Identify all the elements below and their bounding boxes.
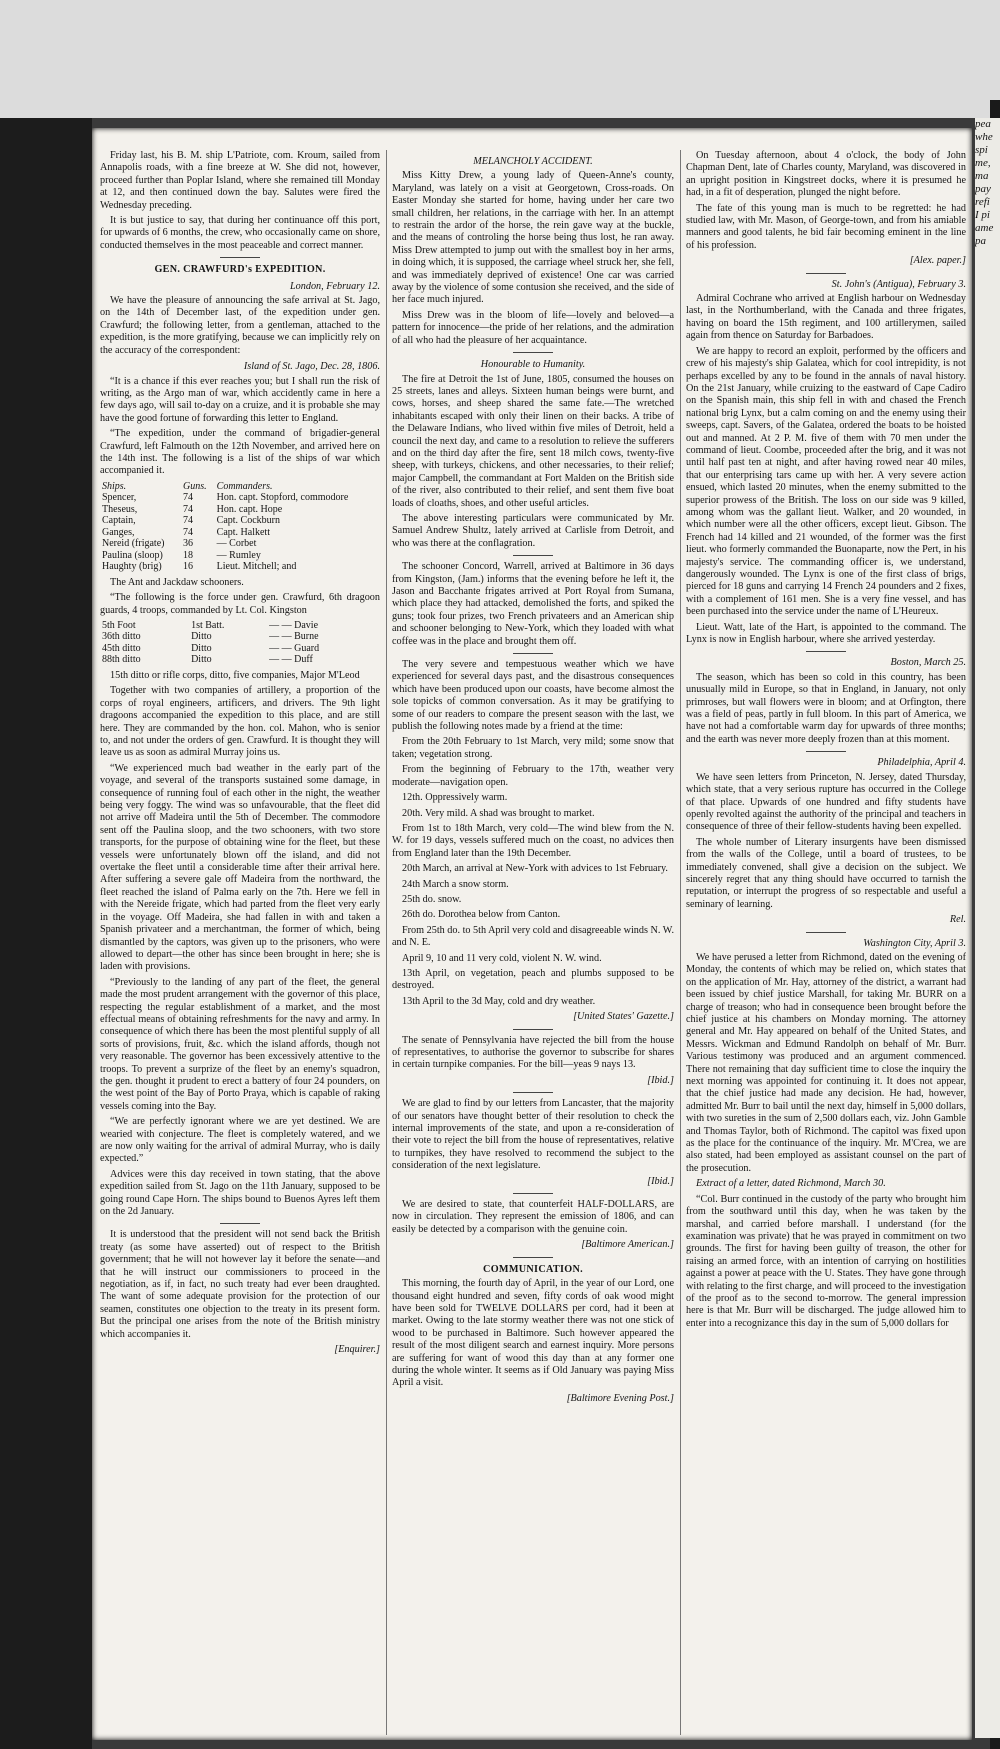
- ship-name: Paulina (sloop): [102, 549, 163, 561]
- separator: [220, 257, 260, 258]
- table-row: [100, 504, 380, 516]
- separator: [513, 653, 553, 654]
- source-credit: [Alex. paper.]: [909, 255, 966, 267]
- adjacent-fragment: whe: [975, 131, 993, 143]
- article-paragraph: Lieut. Watt, late of the Hart, is appointed to the command. The Lynx is now in English harbour, where she arrived yesterday.: [686, 621, 966, 646]
- article-paragraph: “The following is the force under gen. Crawfurd, 6th dragoon guards, 4 troops, commanded by Lt. Col. Kingston: [100, 592, 380, 616]
- article-paragraph: We are desired to state, that counterfeit HALF-DOLLARS, are now in circulation. They represent the emission of 1806, and can easily be detected by a comparison with the genuine coin.: [392, 1199, 674, 1235]
- letter-heading: Island of St. Jago, Dec. 28, 1806.: [243, 361, 380, 373]
- ship-commander: Capt. Halkett: [216, 526, 270, 538]
- regiment-battalion: Ditto: [191, 654, 212, 666]
- ship-commander: Hon. capt. Hope: [216, 503, 283, 515]
- weather-note: From 25th do. to 5th April very cold and disagreeable winds N. W. and N. E.: [392, 924, 674, 949]
- article-paragraph: The senate of Pennsylvania have rejected the bill from the house of representatives, to authorise the governor to subscribe for shares in certain turnpike companies. For the bill—yeas 9 nays 13.: [392, 1034, 674, 1071]
- weather-note: 13th April, on vegetation, peach and plumbs supposed to be destroyed.: [392, 967, 674, 992]
- article-paragraph: This morning, the fourth day of April, in the year of our Lord, one thousand eight hundred and seven, fifty cords of oak wood might have been sold for TWELVE DOLLARS per cord, had it been at market. Owing to the late stormy weather there was not one stick of wood to be purchased in Baltimore. Such however appeared the result of the most diligent search and earnest inquiry. More persons are suffering for want of wood this day than at any former one during the whole winter. It seems as if Old January was paying Miss April a visit.: [392, 1278, 674, 1389]
- separator: [513, 1029, 553, 1030]
- source-credit: [Baltimore Evening Post.]: [566, 1392, 674, 1404]
- weather-note: From 1st to 18th March, very cold—The wind blew from the N. W. for 19 days, vessels suffered much on the coast, no advices then from England later than the 19th December.: [392, 822, 674, 859]
- source-credit: [Ibid.]: [647, 1074, 674, 1086]
- column-rule-1: [386, 150, 387, 1735]
- table-row: [100, 527, 380, 539]
- ship-name: Spencer,: [102, 492, 137, 504]
- article-paragraph: “It is a chance if this ever reaches you; but I shall run the risk of writing, as the Argo man of war, which accidently came in here a few days ago, will sail to-day on a cruize, and it is probable she may have the good fortune of forwarding this letter to England.: [100, 375, 380, 424]
- newspaper-page: [92, 128, 972, 1740]
- ship-commander: Hon. capt. Stopford, commodore: [216, 492, 349, 504]
- adjacent-fragment: spi: [975, 144, 988, 156]
- source-credit: [Enquirer.]: [334, 1344, 380, 1356]
- column-3: [686, 150, 966, 1735]
- column-rule-2: [680, 150, 681, 1735]
- article-paragraph: 15th ditto or rifle corps, ditto, five companies, Major M'Leod: [110, 669, 360, 681]
- regiment-name: 45th ditto: [102, 642, 141, 654]
- separator: [806, 651, 846, 652]
- adjacent-fragment: pay: [975, 183, 991, 195]
- article-paragraph: Together with two companies of artillery, a proportion of the corps of royal engineers, artificers, and drivers. The 9th light dragoons accompanied the expedition to this place, and are still here. They are commanded by the hon. col. Mahon, who is senior to, and not under the orders of gen. Crawfurd. It is thought they will leave us as soon as admiral Murray joins us.: [100, 685, 380, 759]
- scanner-background-top: [0, 0, 1000, 118]
- article-paragraph: Advices were this day received in town stating, that the above expedition sailed from St. Jago on the 11th January, supposed to be going round Cape Horn. The ships bound to Buenos Ayres left them on the 2d January.: [100, 1168, 380, 1218]
- weather-note: 26th do. Dorothea below from Canton.: [402, 909, 561, 921]
- ship-name: Ganges,: [102, 526, 135, 538]
- table-row: [100, 643, 380, 655]
- article-paragraph: We are happy to record an exploit, performed by the officers and crew of his majesty's ship Galatea, which for cool intrepidity, is not perhaps excelled by any to be found in the annals of naval history. On the 21st January, while cruizing to the eastward of Cape Cadiro on the Spanish main, this ship fell in with and chased the French national brig Lynx, but a calm coming on and the enemy using their sweeps, capt. Savers, of the Galatea, ordered the boats to be hoisted out and manned. At 2 P. M. five of them with 70 men under the command of lieut. Coombe, proceeded after the brig, and it was not until half past ten at night, and after having rowed near 40 miles, that our enterprising tars came up with her. A very severe action ensued, which lasted 20 minutes, when the enemy submitted to the superior prowess of the British. The loss on our side was 9 killed, among whom was the gallant lieut. Walker, and 20 wounded, in which number were all the other officers, except lieut. Gibson. The French had 14 killed and 21 wounded, of the former was the first lieut. who formerly commanded the Buonaparte, now the Pert, in his majesty's service. The commanding officer is, we understand, dangerously wounded. The Lynx is one of the first class of brigs, pierced for 18 guns and carrying 14 French 24 pounders and 2 fixes, with a complement of 161 men. She is a very fine vessel, and has been purchased into the service under the name of L'Heureux.: [686, 345, 966, 618]
- article-paragraph: “Col. Burr continued in the custody of the party who brought him from the southward until this day, when he was taken by the marshal, and carried before marshall. I understand (for the examination was private) that he was prayed in commitment on two grounds. The first for having been guilty of treason, the other for raising an armed force, with an intention of carrying on hostilities against a power at peace with the U. States. They have gone through with relating to the first charge, and will proceed to the investigation of the proof as to the second to-morrow. The general impression here is that Mr. Burr will be discharged. The judge allowed him to enter into a recognizance this day in the sum of 5,000 dollars for: [686, 1193, 966, 1329]
- separator: [513, 555, 553, 556]
- table-row: [100, 654, 380, 666]
- ships-table: [100, 481, 380, 573]
- regiment-name: 88th ditto: [102, 654, 141, 666]
- article-paragraph: The season, which has been so cold in this country, has been unusually mild in Europe, so that in England, in January, not only primroses, but wall flowers were in bloom; and at Orfington, there was a field of peas, partly in full bloom. In this part of America, we have not had a comfortable warm day for upwards of three months; and the earth was never more deeply frozen than at this moment.: [686, 671, 966, 745]
- article-paragraph: It is understood that the president will not send back the British treaty (as some have asserted) out of respect to the British government; that he will not however lay it before the senate—and that he will instruct our commissioners to proceed in the negotiation, as if, in fact, no such treaty had ever been draughted. The want of some adequate provision for the protection of our seamen, constitutes one objection to the treaty in its present form. But the principal one arises from the note of the British ministry which accompanies it.: [100, 1229, 380, 1340]
- article-paragraph: We have the pleasure of announcing the safe arrival at St. Jago, on the 14th of December last, of the expedition under gen. Crawfurd; the following letter, from a gentleman, attached to the expedition, is the more gratifying, because we can implicitly rely on the accuracy of the correspondent:: [100, 295, 380, 356]
- dateline-london: London, February 12.: [290, 280, 380, 292]
- dateline-boston: Boston, March 25.: [890, 657, 966, 669]
- adjacent-fragment: I pi: [975, 209, 990, 221]
- regiments-table: [100, 620, 380, 666]
- separator: [806, 751, 846, 752]
- weather-note: 20th. Very mild. A shad was brought to market.: [402, 807, 595, 819]
- headline-expedition: GEN. CRAWFURD's EXPEDITION.: [154, 264, 326, 276]
- article-paragraph: “Previously to the landing of any part of the fleet, the general made the most prudent arrangement with the governor of this place, respecting the regular establishment of a market, and the most effectual means of obtaining refreshments for the navy and army. In consequence of which there has been the most plentiful supply of all sorts of provisions, fruit, &c. which the island affords, though not very reasonable. The governor has been excessively attentive to the troops. To prevent a surprize of the fleet by an enemy's squadron, the gen. thought it prudent to erect a battery of four 24 pounders, on the west point of the Bay of Porto Praya, which is capable of raking vessels coming into the Bay.: [100, 976, 380, 1112]
- letter-extract-heading: Extract of a letter, dated Richmond, March 30.: [696, 1178, 886, 1190]
- weather-note: 12th. Oppressively warm.: [402, 792, 508, 804]
- regiment-commander: — — Guard: [269, 642, 320, 654]
- separator: [806, 932, 846, 933]
- ship-guns: 18: [183, 549, 193, 561]
- regiment-battalion: 1st Batt.: [191, 619, 225, 631]
- ship-name: Captain,: [102, 515, 136, 527]
- weather-note: 25th do. snow.: [402, 893, 462, 905]
- weather-note: 20th March, an arrival at New-York with advices to 1st February.: [402, 863, 668, 875]
- article-paragraph: The fire at Detroit the 1st of June, 1805, consumed the houses on 25 streets, lanes and alleys. Sixteen human beings were burnt, and cows, horses, and sheep shared the same fate.—The wretched inhabitants escaped with only their linen on their backs. A tribe of the Delaware Indians, who lived within five miles of Detroit, held a council the next day, and came to a resolution to relieve the sufferers and on the third day after the fire, sent 18 milch cows, twenty-five sheep, with turkeys, chickens, and other necessaries, to their relief; major Campbell, the commandant at Fort Malden on the British side of the river, also contributed to their relief, and sent them five boat loads of cloaths, shoes, and other useful articles.: [392, 373, 674, 509]
- source-credit: [Ibid.]: [647, 1175, 674, 1187]
- separator: [806, 273, 846, 274]
- dateline-philadelphia: Philadelphia, April 4.: [877, 757, 966, 769]
- headline-humanity: Honourable to Humanity.: [480, 359, 586, 371]
- ship-commander: — Rumley: [216, 549, 261, 561]
- adjacent-fragment: pea: [975, 118, 991, 130]
- regiment-commander: — — Davie: [269, 619, 319, 631]
- regiment-name: 5th Foot: [102, 619, 136, 631]
- adjacent-fragment: pa: [975, 235, 986, 247]
- ship-commander: Capt. Cockburn: [216, 515, 280, 527]
- article-paragraph: We have seen letters from Princeton, N. Jersey, dated Thursday, which state, that a very serious rupture has occurred in the College of that place. Upwards of one hundred and fifty students have openly revolted against the authority of the principal and teachers in consequence of three of their fellow-students having been expelled.: [686, 771, 966, 833]
- regiment-commander: — — Burne: [269, 631, 319, 643]
- ship-name: Theseus,: [102, 503, 138, 515]
- ships-header-ships: Ships.: [102, 480, 127, 492]
- ship-guns: 36: [183, 538, 193, 550]
- article-paragraph: On Tuesday afternoon, about 4 o'clock, the body of John Chapman Dent, late of Charles county, Maryland, was discovered in an upright position in Kingstreet docks, where it is presumed he had, in a fit of desperation, plunged the night before.: [686, 150, 966, 199]
- article-paragraph: The above interesting particulars were communicated by Mr. Samuel Andrew Shultz, lately arrived at Carlisle from Detroit, and who was there at the conflagration.: [392, 512, 674, 549]
- intro-paragraph: Friday last, his B. M. ship L'Patriote, com. Kroum, sailed from Annapolis roads, with a fine breeze at W. She did not, however, proceed further than Poplar Island, where she remained till Monday at 12, and then continued down the bay. Salutes were fired the Wednesday preceding.: [100, 150, 380, 211]
- ship-commander: Lieut. Mitchell; and: [216, 561, 297, 573]
- adjacent-fragment: ame: [975, 222, 994, 234]
- regiment-commander: — — Duff: [269, 654, 313, 666]
- article-paragraph: The schooner Concord, Warrell, arrived at Baltimore in 36 days from Kingston, (Jam.) informs that the evening before he left it, the Jason and Bacchante frigates arrived at Port Royal from Sumana, which place they had attacked, demolished the forts, and spiked the guns; took four prizes, two French privateers and an American ship and schooner belonging to New-York, which they loaded with what coffee was in the place and brought them off.: [392, 561, 674, 647]
- regiment-battalion: Ditto: [191, 631, 212, 643]
- ship-guns: 16: [183, 561, 193, 573]
- table-row: [100, 550, 380, 562]
- ship-name: Haughty (brig): [102, 561, 162, 573]
- dateline-washington: Washington City, April 3.: [863, 937, 966, 949]
- column-2: [392, 150, 674, 1735]
- weather-note: 13th April to the 3d May, cold and dry weather.: [402, 995, 596, 1007]
- table-row: [100, 620, 380, 632]
- article-paragraph: The fate of this young man is much to be regretted: he had studied law, with Mr. Mason, of George-town, and from his amiable manners and good talents, he bid fair becoming eminent in the line of his profession.: [686, 202, 966, 251]
- table-row: [100, 538, 380, 550]
- ship-guns: 74: [183, 515, 193, 527]
- weather-note: From the 20th February to 1st March, very mild; some snow that taken; vegetation strong.: [392, 736, 674, 760]
- article-paragraph: The Ant and Jackdaw schooners.: [110, 576, 244, 588]
- article-paragraph: We are glad to find by our letters from Lancaster, that the majority of our senators have thought better of their resolution to check the internal improvements of the state, and upon a re-consideration of their vote to reject the bill from the house of representatives, relative to turnpikes, they have resolved to recommend the subject to the consideration of the next legislature.: [392, 1098, 674, 1172]
- weather-note: From the beginning of February to the 17th, weather very moderate—navigation open.: [392, 764, 674, 788]
- separator: [513, 1092, 553, 1093]
- intro-paragraph-2: It is but justice to say, that during her continuance off this port, for upwards of 6 months, the crew, who occasionally came on shore, conducted themselves in the most peaceable and correct manner.: [100, 215, 380, 251]
- separator: [220, 1223, 260, 1224]
- article-paragraph: Admiral Cochrane who arrived at English harbour on Wednesday last, in the Northumberland, with the Canada and three frigates, having on board the 15th regiment, and 100 artillerymen, sailed again from thence on Saturday for Barbadoes.: [686, 293, 966, 342]
- ship-guns: 74: [183, 526, 193, 538]
- scanner-background-left: [0, 118, 92, 1749]
- article-paragraph: Miss Drew was in the bloom of life—lovely and beloved—a pattern for innocence—the pride of her relations, and the admiration of all who had the pleasure of her acquaintance.: [392, 309, 674, 346]
- headline-communication: COMMUNICATION.: [483, 1263, 583, 1275]
- article-paragraph: Miss Kitty Drew, a young lady of Queen-Anne's county, Maryland, was lately on a visit at Georgetown, Cross-roads. On Easter Monday she started for home, having under her care two small children, her relations, in the carriage with her. In an attempt to restrain the ardor of the horse, the rein gave way at the buckle, and the means of controling the horse being thus lost, he ran away. Miss Drew attempted to jump out with the smallest boy in her arms, in doing which, it is supposed, the carriage wheel struck her, she fell, and was immediately deprived of existence! One car was carried away by the violence of some contusion she received, and the side of her face much injured.: [392, 170, 674, 306]
- regiment-name: 36th ditto: [102, 631, 141, 643]
- article-paragraph: “We are perfectly ignorant where we are yet destined. We are wearied with conjecture. The fleet is completely watered, and we are now only waiting for the arrival of admiral Murray, who is daily expected.”: [100, 1116, 380, 1165]
- article-paragraph: “We experienced much bad weather in the early part of the voyage, and several of the transports sustained some damage, in consequence of running foul of each other in the night, the weather being very foggy. The wind was so unfavourable, that the fleet did not arrive off Madeira until the 5th of December. The commodore sent off the Paulina sloop, and the two schooners, with two store transports, for the purpose of obtaining wine for the fleet, but these vessels were unfortunately blown off the island, and did not overtake the fleet until a considerable time after their arrival here. After suffering a severe gale off Madeira from the northward, the fleet reached the island of Palma early on the 7th. Here we fell in with the Nereide frigate, which had parted from the fleet very early in the voyage. Off Madeira, she had fallen in with and taken a Spanish privateer and a merchantman, the former of which, being dismantled by the captors, was given up to the prisoners, who were allowed to depart—the other has since been brought in here; she is laden with provisions.: [100, 762, 380, 973]
- table-row: [100, 631, 380, 643]
- dateline-antigua: St. John's (Antigua), February 3.: [831, 278, 966, 290]
- table-row: [100, 561, 380, 573]
- ship-name: Nereid (frigate): [102, 538, 165, 550]
- article-paragraph: The very severe and tempestuous weather which we have experienced for several days past, and the disastrous consequences which have been produced upon our coasts, have become almost the sole topicks of common conversation. As it may be gratifying to some of our readers to compare the present season with the last, we publish the following notes made by a friend at the time:: [392, 659, 674, 733]
- source-credit: [United States' Gazette.]: [573, 1011, 674, 1023]
- adjacent-page-edge: [975, 118, 1000, 1738]
- source-credit: [Baltimore American.]: [581, 1239, 674, 1251]
- ship-guns: 74: [183, 503, 193, 515]
- headline-accident: MELANCHOLY ACCIDENT.: [473, 156, 593, 167]
- table-row: [100, 492, 380, 504]
- adjacent-fragment: ma: [975, 170, 989, 182]
- ships-header-commanders: Commanders.: [216, 480, 273, 492]
- weather-note: April 9, 10 and 11 very cold, violent N. W. wind.: [402, 952, 602, 964]
- separator: [513, 1193, 553, 1194]
- adjacent-fragment: me,: [975, 157, 991, 169]
- article-paragraph: We have perused a letter from Richmond, dated on the evening of Monday, the contents of which may be relied on, which states that on the application of Mr. Hay, attorney of the district, a warrant had been issued by chief justice Marshall, for taking Mr. BURR on a charge of treason; who had in consequence been brought before the chief justice at his chambers on Monday morning. The attorney general and Mr. Hay appeared on behalf of the United States, and Messrs. Wickman and Edmund Randolph on behalf of Mr. Burr. Various testimony was produced and an argument commenced. There not remaining that day sufficient time to close the inquiry the next morning was appointed for continuing it. It does not appear, that the chief justice had made any decision. He had, however, admitted Mr. Burr to bail until the next day, himself in 5,000 dollars, with two sureties in the sum of 2,500 dollars each, viz. John Gamble and Thomas Taylor, both of Richmond. The capitol was fixed upon as the place for the continuance of the inquiry. Mr. M'Crea, we are also stated, had been employed as assistant counsel on the part of the prosecution.: [686, 951, 966, 1174]
- adjacent-fragment: refi: [975, 196, 990, 208]
- regiment-battalion: Ditto: [191, 642, 212, 654]
- article-paragraph: “The expedition, under the command of brigadier-general Crawfurd, left Falmouth on the 12th November, and arrived here on the 14th inst. The following is a list of the ships of war which accompanied it.: [100, 428, 380, 477]
- weather-note: 24th March a snow storm.: [402, 878, 509, 890]
- column-1: [100, 150, 380, 1735]
- separator: [513, 1257, 553, 1258]
- ships-header-guns: Guns.: [183, 480, 207, 492]
- source-credit: Rel.: [949, 914, 966, 926]
- separator: [513, 352, 553, 353]
- ship-commander: — Corbet: [216, 538, 257, 550]
- ship-guns: 74: [183, 492, 193, 504]
- table-row: [100, 515, 380, 527]
- article-paragraph: The whole number of Literary insurgents have been dismissed from the walls of the College, until a board of trustees, to be immediately convened, shall give a decision on the subject. We sincerely regret that any thing should have occurred to tarnish the reputation, or interrupt the progress of so respectable and useful a seminary of learning.: [686, 836, 966, 910]
